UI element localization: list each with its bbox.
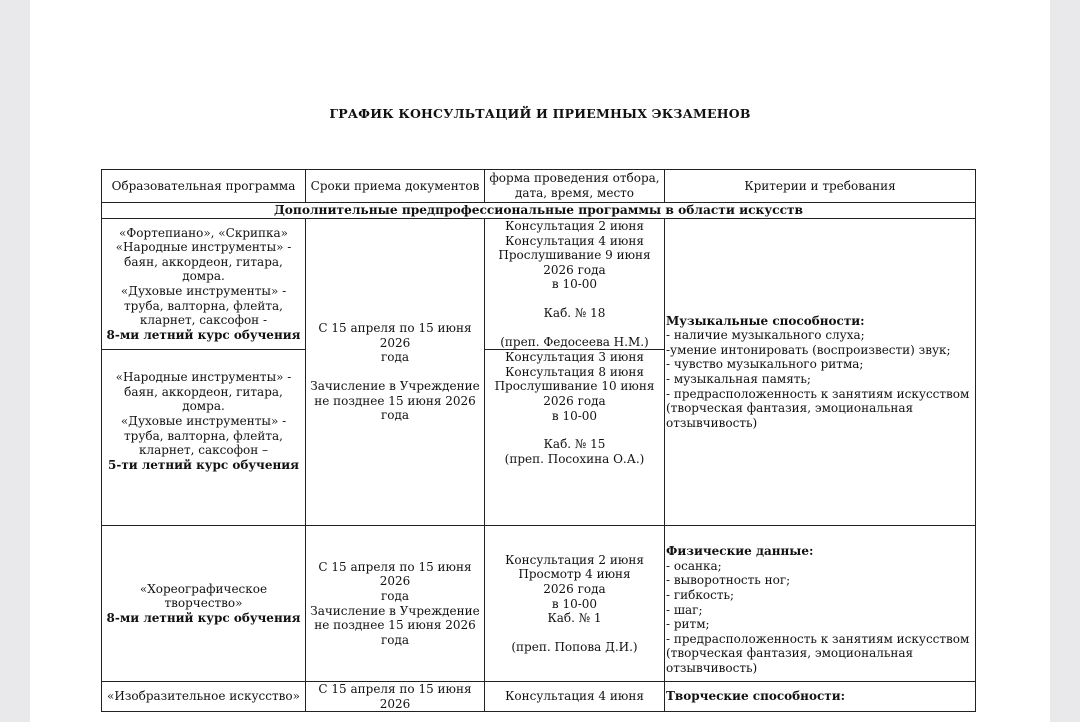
section-title: Дополнительные предпрофессиональные программы в области искусств — [102, 203, 976, 219]
music-criteria: Музыкальные способности: - наличие музыкального слуха; -умение интонировать (воспроизвести) звук; - чувство музыкального ритма; - музыкальная память; - предрасположенность к занятиям искусством (творческая фантазия, эмоциональная отзывчивость) — [665, 219, 976, 526]
header-form: форма проведения отбора, дата, время, место — [485, 170, 665, 203]
art-criteria-title: Творческие способности: — [665, 682, 976, 712]
document-page — [30, 0, 1050, 722]
art-dates: С 15 апреля по 15 июня 2026 — [306, 682, 485, 712]
dance-dates: С 15 апреля по 15 июня 2026 года Зачисление в Учреждение не позднее 15 июня 2026 года — [306, 526, 485, 682]
document-title: ГРАФИК КОНСУЛЬТАЦИЙ И ПРИЕМНЫХ ЭКЗАМЕНОВ — [329, 106, 751, 121]
dance-criteria-title: Физические данные: — [666, 544, 814, 559]
dance-form: Консультация 2 июня Просмотр 4 июня 2026 года в 10-00 Каб. № 1 (преп. Попова Д.И.) — [485, 526, 665, 682]
header-dates: Сроки приема документов — [306, 170, 485, 203]
music-program-1: «Фортепиано», «Скрипка» «Народные инструменты» - баян, аккордеон, гитара, домра. «Духовые инструменты» - труба, валторна, флейта, кларнет, саксофон - 8-ми летний курс обучения — [102, 219, 306, 350]
music-course-2: 5-ти летний курс обучения — [107, 457, 299, 472]
art-program: «Изобразительное искусство» — [102, 682, 306, 712]
header-criteria: Критерии и требования — [665, 170, 976, 203]
music-form-1: Консультация 2 июня Консультация 4 июня Прослушивание 9 июня 2026 года в 10-00 Каб. № 18 (преп. Федосеева Н.М.) — [485, 219, 665, 350]
table-row-music-1 — [102, 219, 976, 350]
header-program: Образовательная программа — [102, 170, 306, 203]
table-row-dance — [102, 526, 976, 682]
dance-course: 8-ми летний курс обучения — [106, 610, 301, 625]
music-dates: С 15 апреля по 15 июня 2026 года Зачисление в Учреждение не позднее 15 июня 2026 года — [306, 219, 485, 526]
art-form: Консультация 4 июня — [485, 682, 665, 712]
music-program-2: «Народные инструменты» - баян, аккордеон, гитара, домра. «Духовые инструменты» - труба, валторна, флейта, кларнет, саксофон – 5-ти летний курс обучения — [102, 350, 306, 526]
music-course-1: 8-ми летний курс обучения — [106, 327, 301, 342]
dance-criteria: Физические данные: - осанка; - выворотность ног; - гибкость; - шаг; - ритм; - предрасположенность к занятиям искусством (творческая фантазия, эмоциональная отзывчивость) — [665, 526, 976, 682]
dance-program: «Хореографическое творчество» 8-ми летний курс обучения — [102, 526, 306, 682]
table-header-row — [102, 170, 976, 203]
music-criteria-title: Музыкальные способности: — [666, 313, 865, 328]
table-row-art — [102, 682, 976, 712]
section-row — [102, 203, 976, 219]
music-form-2: Консультация 3 июня Консультация 8 июня Прослушивание 10 июня 2026 года в 10-00 Каб. № 15 (преп. Посохина О.А.) — [485, 350, 665, 526]
schedule-table — [101, 169, 976, 712]
